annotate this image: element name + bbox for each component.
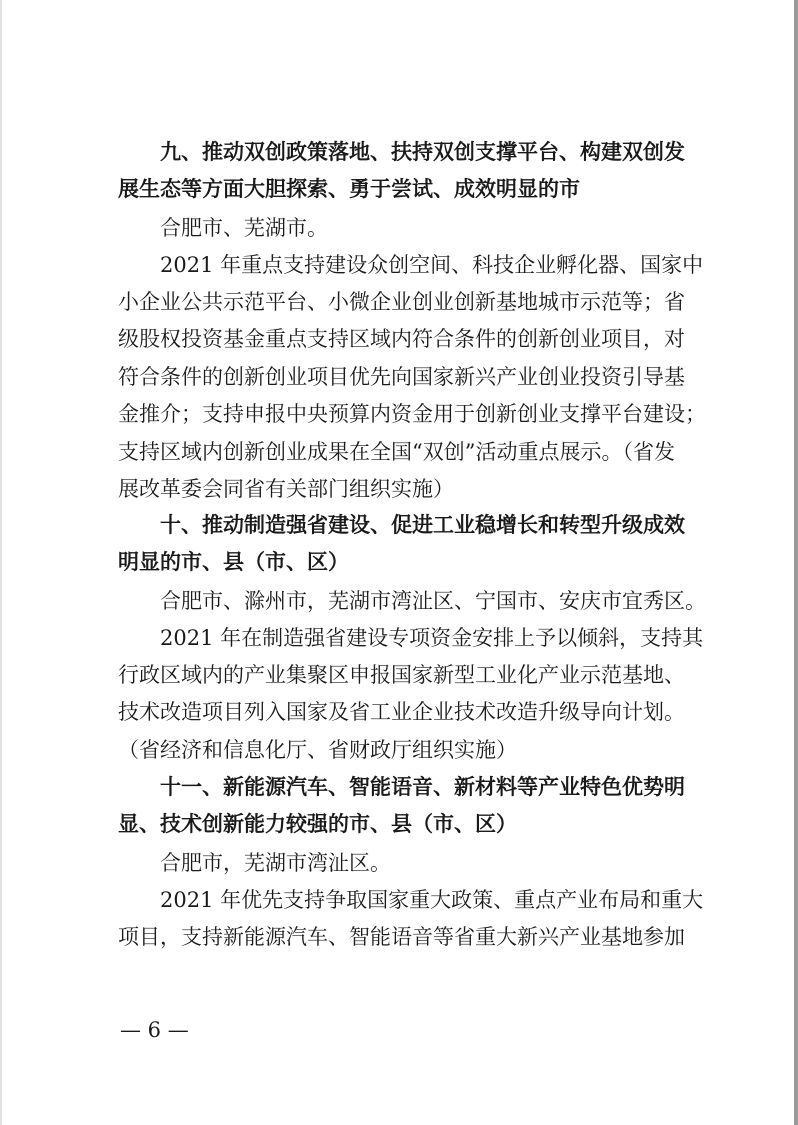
text-line: （省经济和信息化厅、省财政厅组织实施） [118,738,517,762]
text-line: 项目，支持新能源汽车、智能语音等省重大新兴产业基地参加 [118,925,685,949]
heading-line: 十、推动制造强省建设、促进工业稳增长和转型升级成效 [118,513,685,537]
text-line: 2021 年在制造强省建设专项资金安排上予以倾斜，支持其 [118,626,704,650]
text-line: 支持区域内创新创业成果在全国“双创”活动重点展示。（省发 [118,440,675,464]
text-line: 2021 年优先支持争取国家重大政策、重点产业布局和重大 [118,888,704,912]
heading-line: 显、技术创新能力较强的市、县（市、区） [118,812,517,836]
text-line: 行政区域内的产业集聚区申报国家新型工业化产业示范基地、 [118,663,685,687]
text-line: 展改革委会同省有关部门组织实施） [118,477,454,501]
heading-line: 十一、新能源汽车、智能语音、新材料等产业特色优势明 [118,775,685,799]
text-line: 级股权投资基金重点支持区域内符合条件的创新创业项目，对 [118,327,685,351]
text-line: 技术改造项目列入国家及省工业企业技术改造升级导向计划。 [118,700,685,724]
page-number: — 6 — [120,1018,189,1042]
text-line: 2021 年重点支持建设众创空间、科技企业孵化器、国家中 [118,253,704,277]
text-line: 合肥市、芜湖市。 [118,216,328,240]
heading-line: 九、推动双创政策落地、扶持双创支撑平台、构建双创发 [118,140,685,164]
text-line: 金推介；支持申报中央预算内资金用于创新创业支撑平台建设； [118,402,706,426]
heading-line: 明显的市、县（市、区） [118,550,349,574]
page-edge-shadow [794,0,798,1125]
text-line: 符合条件的创新创业项目优先向国家新兴产业创业投资引导基 [118,365,685,389]
text-line: 小企业公共示范平台、小微企业创业创新基地城市示范等；省 [118,290,685,314]
heading-line: 展生态等方面大胆探索、勇于尝试、成效明显的市 [118,177,580,201]
text-line: 合肥市，芜湖市湾沚区。 [118,851,391,875]
text-line: 合肥市、滁州市，芜湖市湾沚区、宁国市、安庆市宜秀区。 [118,589,706,613]
page-edge [0,0,2,1125]
